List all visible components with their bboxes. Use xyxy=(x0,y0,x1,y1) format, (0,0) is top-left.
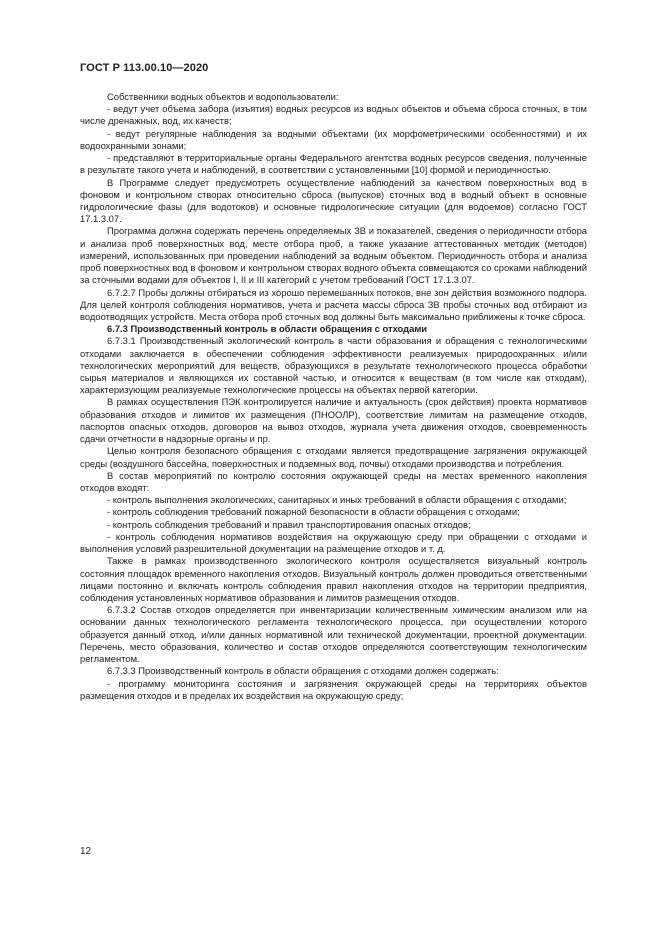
paragraph: В Программе следует предусмотреть осуществление наблюдений за качеством поверхностных вод в фоновом и контрольном створах относительно сброса (выпусков) сточных вод в водный объект в основные гидрологические фазы (для водотоков) и основные гидрологические ситуации (для водоемов) согласно ГОСТ 17.1.3.07. xyxy=(80,176,587,225)
paragraph: Программа должна содержать перечень определяемых ЗВ и показателей, сведения о периодичности отбора и анализа проб поверхностных вод, месте отбора проб, а также указание аттестованных методик (методов) измерений, использованных при проведении наблюдений за водным объектом. Периодичность отбора и анализа проб поверхностных вод в фоновом и контрольном створах водного объекта совмещаются со сроками наблюдений за сточными водами для объектов I, II и III категорий с учетом требований ГОСТ 17.1.3.07. xyxy=(80,225,587,286)
document-body xyxy=(80,91,587,702)
paragraph: В рамках осуществления ПЭК контролируется наличие и актуальность (срок действия) проекта нормативов образования отходов и лимитов их размещения (ПНООЛР), соответствие лимитам на размещение отходов, паспортов опасных отходов, договоров на вывоз отходов, журнала учета движения отходов, своевременность сдачи отчетности в надзорные органы и пр. xyxy=(80,396,587,445)
paragraph: В состав мероприятий по контролю состояния окружающей среды на местах временного накопления отходов входят: xyxy=(80,469,587,493)
paragraph: 6.7.3.2 Состав отходов определяется при инвентаризации количественным химическим анализом или на основании данных технологического регламента технологического процесса, при осуществлении которого образуется данный отход, и/или данных нормативной или технической документации, проектной документации. Перечень, место образования, количество и состав отходов определяются соответствующим технологическим регламентом. xyxy=(80,604,587,665)
paragraph: 6.7.3.1 Производственный экологический контроль в части образования и обращения с технологическими отходами заключается в обеспечении соблюдения эффективности реализуемых природоохранных и/или технологических мероприятий для веществ, образующихся в результате технологического процесса обработки сырья материалов и являющихся их составной частью, и относится к веществам (в том числе как отходам), характеризующим реализуемые технологические процессы на объектах первой категории. xyxy=(80,335,587,396)
paragraph: - программу мониторинга состояния и загрязнения окружающей среды на территориях объектов размещения отходов и в пределах их воздействия на окружающую среду; xyxy=(80,677,587,701)
paragraph: - контроль выполнения экологических, санитарных и иных требований в области обращения с отходами; xyxy=(107,494,567,506)
paragraph: - контроль соблюдения нормативов воздействия на окружающую среду при обращении с отходами и выполнения условий разрешительной документации на размещение отходов и т. д. xyxy=(80,530,587,555)
paragraph: - контроль соблюдения требований пожарной безопасности в области обращения с отходами; xyxy=(107,506,520,518)
paragraph: 6.7.2.7 Пробы должны отбираться из хорошо перемешанных потоков, вне зон действия возможного подпора. Для целей контроля соблюдения нормативов, учета и расчета массы сброса ЗВ пробы сточных вод отбирают из водоотводящих устройств. Места отбора проб сточных вод должны быть максимально приближены к точке сброса. xyxy=(80,286,587,322)
paragraph: - представляют в территориальные органы Федерального агентства водных ресурсов сведения, полученные в результате такого учета и наблюдений, в соответствии с установленными [10] формой и периодичностью. xyxy=(80,152,587,176)
document-header: ГОСТ Р 113.00.10—2020 xyxy=(80,62,209,74)
paragraph: - контроль соблюдения требований и правил транспортирования опасных отходов; xyxy=(107,518,471,530)
section-heading: 6.7.3 Производственный контроль в области обращения с отходами xyxy=(107,323,428,335)
paragraph: - ведут учет объема забора (изъятия) водных ресурсов из водных объектов и объема сброса сточных, в том числе дренажных, вод, их качеств; xyxy=(80,103,587,127)
paragraph: - ведут регулярные наблюдения за водными объектами (их морфометрическими особенностями) и их водоохранными зонами; xyxy=(80,127,587,151)
paragraph: Также в рамках производственного экологического контроля осуществляется визуальный контроль состояния площадок временного накопления отходов. Визуальный контроль должен проводиться ответственными лицами постоянно и включать контроль соблюдения правил накопления отходов на территории предприятия, соблюдения установленных нормативов образования и лимитов размещения отходов. xyxy=(80,555,587,603)
page-number: 12 xyxy=(80,846,92,857)
paragraph: Целью контроля безопасного обращения с отходами является предотвращение загрязнения окружающей среды (воздушного бассейна, поверхностных и подземных вод, почвы) отходами производства и потребления. xyxy=(80,445,587,469)
paragraph: 6.7.3.3 Производственный контроль в области обращения с отходами должен содержать: xyxy=(107,665,499,677)
paragraph: Собственники водных объектов и водопользователи: xyxy=(107,91,339,102)
